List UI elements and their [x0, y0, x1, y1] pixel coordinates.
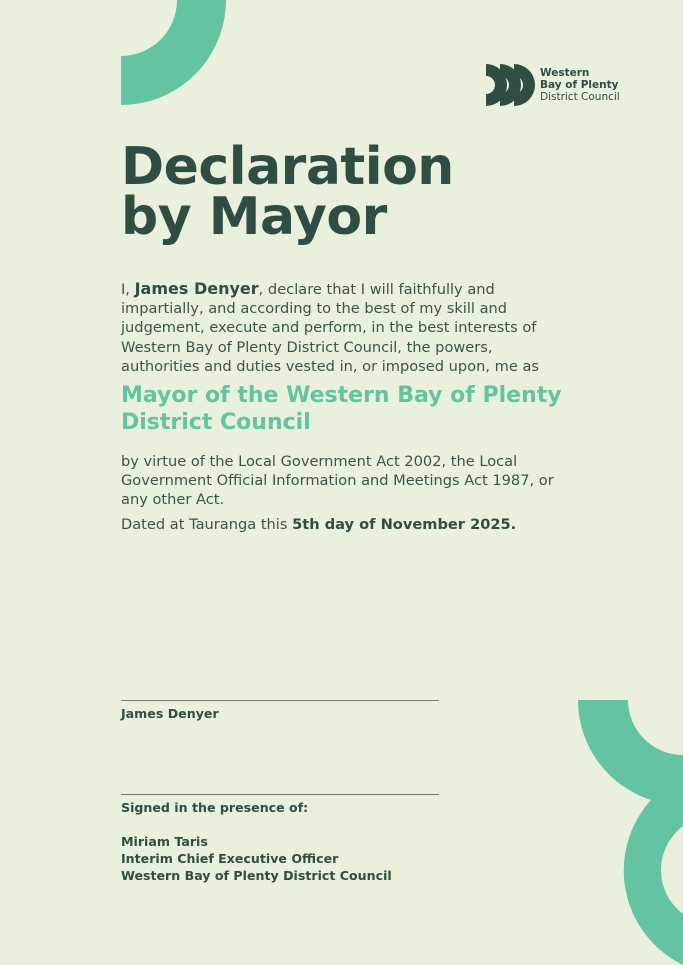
witness-name: Miriam Taris	[121, 834, 208, 849]
signer-name: James Denyer	[121, 706, 219, 721]
declaration-paragraph	[121, 279, 561, 376]
signature-line-witness	[121, 794, 439, 795]
declaration-prefix: I,	[121, 281, 135, 298]
dated-line	[121, 516, 516, 533]
statute-paragraph: by virtue of the Local Government Act 2002, the Local Government Official Information and Meetings Act 1987, or any other Act.	[121, 453, 554, 509]
signature-line-mayor	[121, 700, 439, 701]
witness-block	[121, 833, 392, 884]
logo-line-3: District Council	[540, 91, 620, 103]
office-title-line-1: Mayor of the Western Bay of Plenty	[121, 383, 562, 408]
title-line-2: by Mayor	[121, 187, 387, 247]
office-title-line-2: District Council	[121, 410, 311, 435]
title-line-1: Declaration	[121, 137, 454, 197]
dated-prefix: Dated at Tauranga this	[121, 516, 293, 533]
logo-line-1: Western	[540, 67, 590, 79]
council-logo	[486, 64, 620, 106]
council-logo-icon	[486, 64, 536, 106]
decorative-rings-bottom	[578, 700, 683, 965]
presence-label: Signed in the presence of:	[121, 800, 309, 815]
witness-organisation: Western Bay of Plenty District Council	[121, 868, 392, 883]
council-logo-text	[540, 67, 620, 103]
witness-role: Interim Chief Executive Officer	[121, 851, 339, 866]
page-title	[121, 137, 454, 247]
dated-date: 5th day of November 2025.	[292, 516, 517, 533]
declaration-text: , declare that I will faithfully and impartially, and according to the best of my skill and judgement, execute and perform, in the best interests of Western Bay of Plenty District Council, the powers, authorities and duties vested in, or imposed upon, me as	[121, 281, 540, 375]
decorative-arc-top	[121, 0, 227, 106]
declarant-name: James Denyer	[134, 279, 259, 298]
logo-line-2: Bay of Plenty	[540, 79, 619, 91]
office-title	[121, 382, 581, 436]
